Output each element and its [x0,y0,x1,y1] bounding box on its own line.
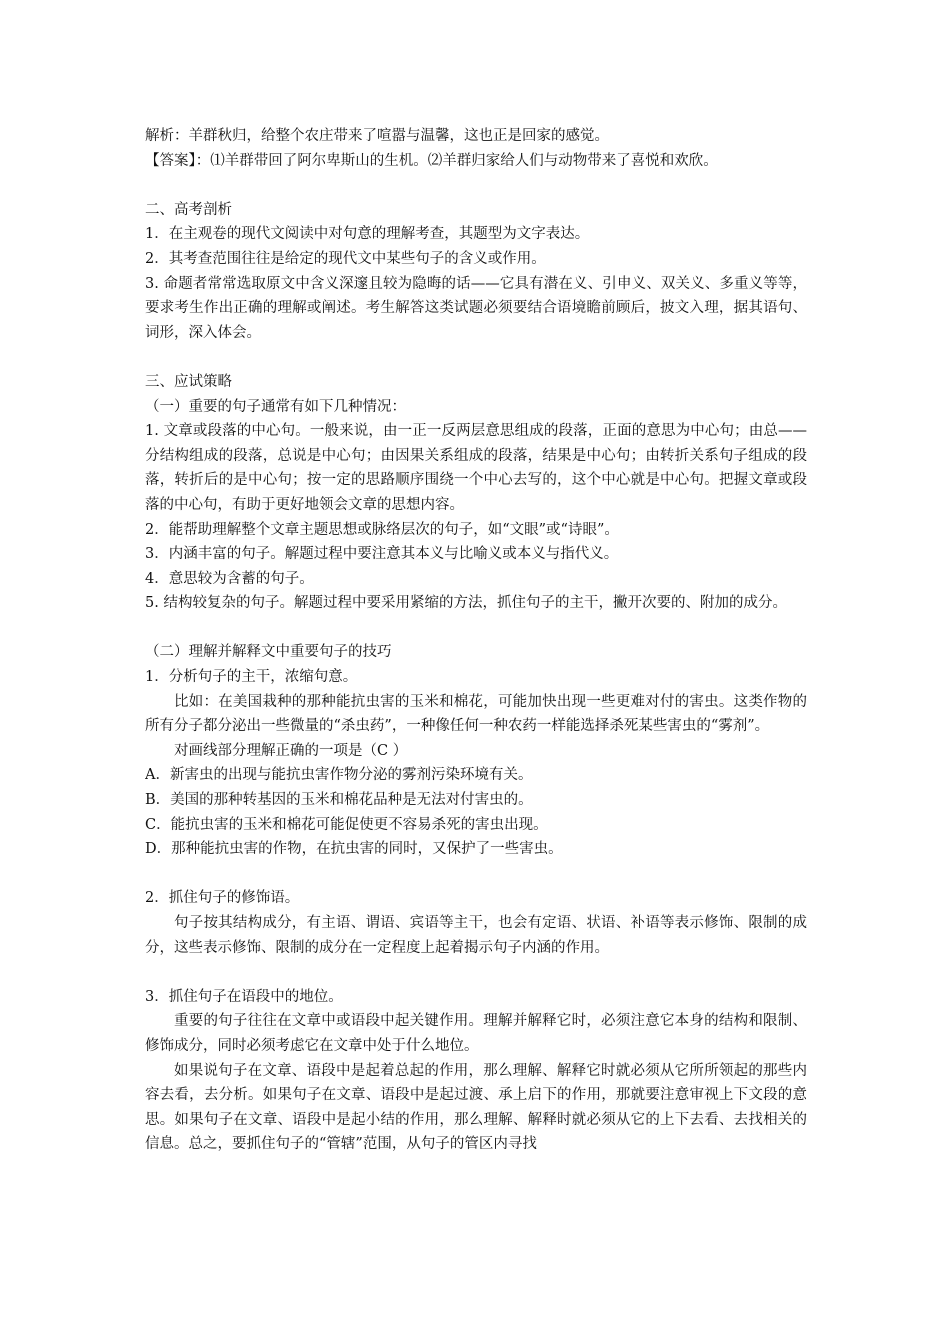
spacer [145,862,807,887]
exam-analysis-item-3: 3. 命题者常常选取原文中含义深邃且较为隐晦的话——它具有潜在义、引申义、双关义、多重义等等，要求考生作出正确的理解或阐述。考生解答这类试题必须要结合语境瞻前顾后，披文入理，据其语句、词形，深入体会。 [145,275,807,341]
answer-line: 【答案】：⑴羊群带回了阿尔卑斯山的生机。⑵羊群归家给人们与动物带来了喜悦和欢欣。 [145,152,718,169]
exam-analysis-item-2: 2．其考查范围往往是给定的现代文中某些句子的含义或作用。 [145,250,546,267]
analysis-line: 解析：羊群秋归，给整个农庄带来了喧嚣与温馨，这也正是回家的感觉。 [145,128,609,144]
important-sentence-item-4: 4．意思较为含蓄的句子。 [145,570,314,587]
important-sentence-item-5: 5. 结构较复杂的句子。解题过程中要采用紧缩的方法，抓住句子的主干，撇开次要的、附加的成分。 [145,595,787,612]
subsection-heading-important-sentences: （一）重要的句子通常有如下几种情况： [145,398,406,415]
exam-analysis-item-1: 1．在主观卷的现代文阅读中对句意的理解考查，其题型为文字表达。 [145,226,590,243]
technique-3-body-1: 重要的句子往往在文章中或语段中起关键作用。理解并解释它时，必须注意它本身的结构和限制、修饰成分，同时必须考虑它在文章中处于什么地位。 [145,1013,807,1054]
spacer [145,960,807,985]
option-c: C．能抗虫害的玉米和棉花可能促使更不容易杀死的害虫出现。 [145,816,548,833]
technique-2-body: 句子按其结构成分，有主语、谓语、宾语等主干，也会有定语、状语、补语等表示修饰、限制的成分，这些表示修饰、限制的成分在一定程度上起着揭示句子内涵的作用。 [145,915,807,956]
section-heading-exam-analysis: 二、高考剖析 [145,201,232,218]
important-sentence-item-1: 1. 文章或段落的中心句。一般来说，由一正一反两层意思组成的段落，正面的意思为中心句；由总——分结构组成的段落，总说是中心句；由因果关系组成的段落，结果是中心句；由转折关系句子组成的段落，转折后的是中心句；按一定的思路顺序围绕一个中心去写的，这个中心就是中心句。把握文章或段落的中心句，有助于更好地领会文章的思想内容。 [145,423,807,513]
technique-2-title: 2．抓住句子的修饰语。 [145,890,300,907]
subsection-heading-techniques: （二）理解并解释文中重要句子的技巧 [145,644,392,661]
spacer [145,345,807,370]
option-a: A．新害虫的出现与能抗虫害作物分泌的雾剂污染环境有关。 [145,767,533,784]
spacer [145,616,807,641]
important-sentence-item-3: 3．内涵丰富的句子。解题过程中要注意其本义与比喻义或本义与指代义。 [145,546,619,563]
document-page [145,124,807,1157]
option-b: B．美国的那种转基因的玉米和棉花品种是无法对付害虫的。 [145,792,533,809]
technique-1-question: 对画线部分理解正确的一项是（C ） [174,742,408,759]
important-sentence-item-2: 2．能帮助理解整个文章主题思想或脉络层次的句子，如“文眼”或“诗眼”。 [145,521,619,538]
technique-3-title: 3．抓住句子在语段中的地位。 [145,988,343,1005]
section-heading-strategy: 三、应试策略 [145,373,232,390]
technique-1-title: 1．分析句子的主干，浓缩句意。 [145,669,358,686]
option-d: D．那种能抗虫害的作物，在抗虫害的同时，又保护了一些害虫。 [145,841,563,858]
technique-1-example: 比如：在美国栽种的那种能抗虫害的玉米和棉花，可能加快出现一些更难对付的害虫。这类作物的所有分子都分泌出一些微量的“杀虫药”，一种像任何一种农药一样能选择杀死某些害虫的“雾剂”。 [145,693,807,735]
spacer [145,173,807,198]
technique-3-body-2: 如果说句子在文章、语段中是起着总起的作用，那么理解、解释它时就必须从它所所领起的那些内容去看，去分析。如果句子在文章、语段中是起过渡、承上启下的作用，那就要注意审视上下文段的意思。如果句子在文章、语段中是起小结的作用，那么理解、解释时就必须从它的上下去看、去找相关的信息。总之，要抓住句子的“管辖”范围，从句子的管区内寻找 [145,1062,807,1153]
